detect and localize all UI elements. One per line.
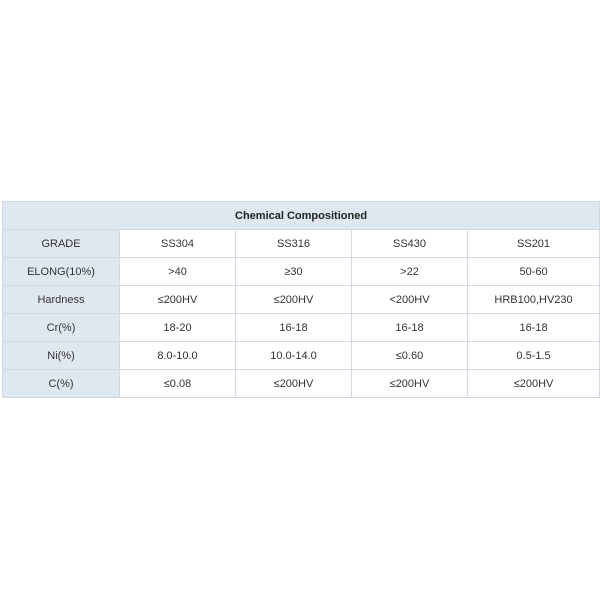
composition-table-container [2,201,599,398]
row-label: GRADE [3,230,120,258]
row-label: ELONG(10%) [3,258,120,286]
table-cell: ≤200HV [120,286,236,314]
table-cell: SS201 [468,230,600,258]
table-cell: SS316 [236,230,352,258]
table-cell: SS304 [120,230,236,258]
table-cell: 50-60 [468,258,600,286]
table-cell: 18-20 [120,314,236,342]
table-row [3,258,600,286]
table-cell: ≤200HV [468,370,600,398]
table-cell: <200HV [352,286,468,314]
table-row [3,286,600,314]
table-row [3,342,600,370]
table-cell: 10.0-14.0 [236,342,352,370]
table-cell: >40 [120,258,236,286]
table-cell: ≤0.60 [352,342,468,370]
table-cell: 8.0-10.0 [120,342,236,370]
row-label: Hardness [3,286,120,314]
table-cell: 0.5-1.5 [468,342,600,370]
row-label: C(%) [3,370,120,398]
table-cell: 16-18 [236,314,352,342]
table-cell: >22 [352,258,468,286]
table-cell: SS430 [352,230,468,258]
table-cell: 16-18 [468,314,600,342]
table-cell: ≤200HV [236,370,352,398]
table-cell: ≤0.08 [120,370,236,398]
table-cell: ≤200HV [352,370,468,398]
table-cell: ≥30 [236,258,352,286]
table-title: Chemical Compositioned [3,202,600,230]
table-cell: 16-18 [352,314,468,342]
table-cell: ≤200HV [236,286,352,314]
composition-table [2,201,600,398]
table-title-row [3,202,600,230]
row-label: Cr(%) [3,314,120,342]
table-row [3,314,600,342]
row-label: Ni(%) [3,342,120,370]
table-row [3,230,600,258]
table-row [3,370,600,398]
table-cell: HRB100,HV230 [468,286,600,314]
